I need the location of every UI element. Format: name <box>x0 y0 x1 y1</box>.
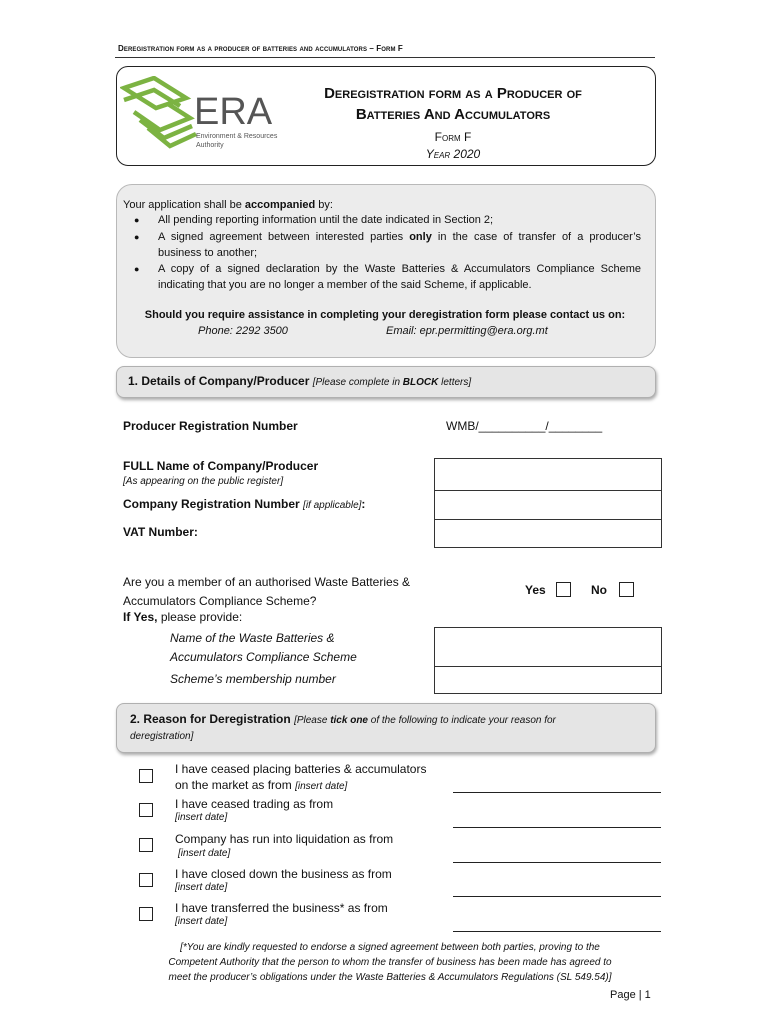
reason-3: Company has run into liquidation as from <box>175 832 394 846</box>
era-logo-mark-icon <box>120 76 280 156</box>
contact-phone: Phone: 2292 3500 <box>198 325 288 337</box>
reason-2-sub: [insert date] <box>175 812 228 823</box>
running-header: Deregistration form as a producer of batteries and accumulators – Form F <box>118 44 403 53</box>
full-name-label: FULL Name of Company/Producer <box>123 459 319 473</box>
footnote <box>110 940 670 985</box>
reason-4-sub: [insert date] <box>175 882 228 893</box>
company-reg-text: Company Registration Number <box>123 497 300 511</box>
section2-title-text: 2. Reason for Deregistration <box>130 712 291 726</box>
footnote-line3: meet the producer’s obligations under the Waste Batteries & Accumulators Regulations (SL 549.54)] <box>168 972 612 983</box>
reason-1-text: on the market as from <box>175 778 292 792</box>
assistance-text: Should you require assistance in completing your deregistration form please contact us on: <box>144 309 626 321</box>
section1-title-text: 1. Details of Company/Producer <box>128 374 310 388</box>
reg-number-label: Producer Registration Number <box>123 419 298 433</box>
page-number: Page | 1 <box>610 989 651 1001</box>
company-reg-label <box>123 497 365 511</box>
company-reg-colon: : <box>361 497 366 511</box>
reason-2-date-line[interactable] <box>453 827 661 828</box>
logo-name: ERA <box>194 91 273 133</box>
contact-email[interactable]: Email: epr.permitting@era.org.mt <box>386 325 548 337</box>
if-yes-bold: If Yes, <box>123 610 158 624</box>
member-question-line2: Accumulators Compliance Scheme? <box>123 594 317 608</box>
bullet-2-bold: only <box>409 231 432 243</box>
bullet-3: A copy of a signed declaration by the Waste Batteries & Accumulators Compliance Scheme indicating that you are no longer a member of the said Scheme, if applicable. <box>158 263 641 291</box>
era-logo <box>120 76 280 156</box>
bullet-icon: ● <box>134 215 140 225</box>
section1-note <box>313 377 471 388</box>
company-reg-input[interactable] <box>434 490 662 520</box>
year-label: Year 2020 <box>425 147 481 161</box>
company-reg-note: [if applicable] <box>303 500 362 511</box>
reason-1-sub: [insert date] <box>295 781 348 792</box>
reason-checkbox-2[interactable] <box>139 803 153 817</box>
section2-title <box>130 712 646 726</box>
section1-note-post: letters] <box>438 377 472 388</box>
reason-checkbox-1[interactable] <box>139 769 153 783</box>
footnote-line2: Competent Authority that the person to whom the transfer of business has been made has agreed to <box>168 957 612 968</box>
reason-checkbox-3[interactable] <box>139 838 153 852</box>
section1-note-pre: [Please complete in <box>312 377 403 388</box>
bullet-icon: ● <box>134 232 140 242</box>
reason-1-date-line[interactable] <box>453 792 661 793</box>
bullet-2 <box>158 230 641 261</box>
section2-note-bold: tick one <box>330 715 368 726</box>
bullet-icon: ● <box>134 264 140 274</box>
bullet-2-end: in the case of transfer of a producer’s business to another; <box>158 231 641 259</box>
intro-bold: accompanied <box>244 199 316 211</box>
reason-5-date-line[interactable] <box>453 931 661 932</box>
reason-checkbox-4[interactable] <box>139 873 153 887</box>
full-name-input[interactable] <box>434 458 662 491</box>
reason-5: I have transferred the business* as from <box>175 901 388 915</box>
if-yes-text <box>123 610 242 624</box>
scheme-name-line2: Accumulators Compliance Scheme <box>170 650 357 664</box>
logo-sub2: Authority <box>196 142 224 149</box>
section2-note-pre: [Please <box>294 715 331 726</box>
section1-note-bold: BLOCK <box>402 377 439 388</box>
intro-end: by: <box>315 199 333 211</box>
reason-1-line1: I have ceased placing batteries & accumulators <box>175 762 427 776</box>
reason-5-sub: [insert date] <box>175 916 228 927</box>
page-title-line2: Batteries And Accumulators <box>355 106 551 123</box>
reg-number-field[interactable]: WMB/__________/________ <box>446 419 603 433</box>
membership-input[interactable] <box>434 666 662 694</box>
yes-label: Yes <box>525 583 546 597</box>
membership-label: Scheme’s membership number <box>170 672 336 686</box>
member-question-line1: Are you a member of an authorised Waste Batteries & <box>123 575 411 589</box>
section2-note-line2: deregistration] <box>130 731 194 742</box>
section2-header <box>116 703 656 753</box>
footnote-line1: [*You are kindly requested to endorse a signed agreement between both parties, proving to the <box>180 942 600 953</box>
yes-checkbox[interactable] <box>556 582 571 597</box>
no-label: No <box>591 583 607 597</box>
member-question <box>123 573 410 611</box>
section1-title <box>128 374 471 388</box>
reason-1 <box>175 761 426 795</box>
info-intro <box>123 198 333 214</box>
reason-checkbox-5[interactable] <box>139 907 153 921</box>
reason-4-date-line[interactable] <box>453 896 661 897</box>
page-title-line1: Deregistration form as a Producer of <box>324 85 582 102</box>
reason-1-line2 <box>175 777 426 795</box>
header-rule <box>115 57 655 58</box>
section2-note <box>294 715 556 726</box>
logo-sub1: Environment & Resources <box>196 133 278 140</box>
full-name-note: [As appearing on the public register] <box>123 476 284 487</box>
scheme-name-label <box>170 629 357 667</box>
if-yes-rest: please provide: <box>157 610 243 624</box>
vat-input[interactable] <box>434 519 662 548</box>
scheme-name-input[interactable] <box>434 627 662 667</box>
reason-3-date-line[interactable] <box>453 862 661 863</box>
bullet-2-text: A signed agreement between interested parties <box>158 231 410 243</box>
reason-2: I have ceased trading as from <box>175 797 334 811</box>
reason-4: I have closed down the business as from <box>175 867 392 881</box>
scheme-name-line1: Name of the Waste Batteries & <box>170 631 335 645</box>
section2-note-post: of the following to indicate your reason for <box>368 715 556 726</box>
bullet-1: All pending reporting information until the date indicated in Section 2; <box>158 214 494 226</box>
reason-3-sub: [insert date] <box>178 848 231 859</box>
intro-text: Your application shall be <box>123 199 245 211</box>
vat-label: VAT Number: <box>123 525 198 539</box>
no-checkbox[interactable] <box>619 582 634 597</box>
form-label: Form F <box>434 130 472 144</box>
